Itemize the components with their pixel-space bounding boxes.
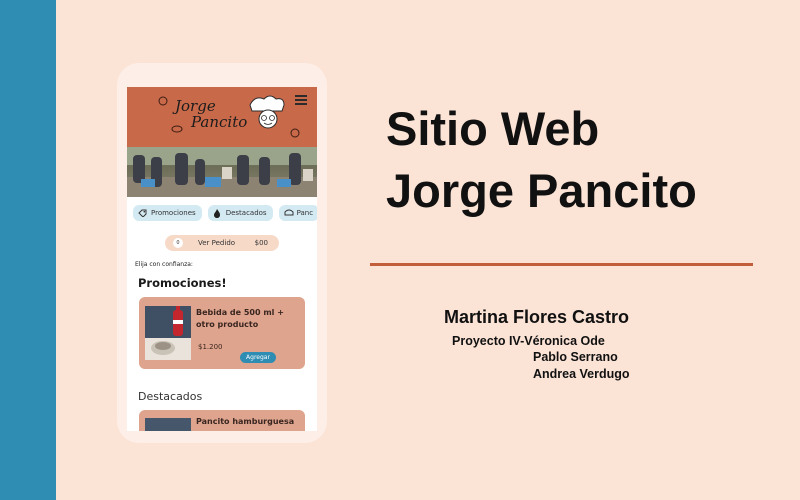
order-count-badge: 0 [173, 238, 183, 248]
tab-label: Destacados [225, 209, 267, 217]
featured-card[interactable] [139, 410, 305, 431]
project-line: Proyecto IV-Véronica Ode [452, 334, 605, 348]
logo-text-pancito: Pancito [191, 113, 248, 131]
flame-icon [213, 209, 221, 218]
bread-icon [284, 209, 294, 216]
promotions-heading: Promociones! [138, 276, 227, 290]
view-order-label: Ver Pedido [198, 239, 236, 247]
hamburger-menu-icon[interactable] [295, 95, 307, 104]
hero-photo [127, 147, 317, 197]
promo-card[interactable] [139, 297, 305, 369]
tab-pancitos[interactable] [279, 205, 317, 221]
promo-card-price: $1.200 [198, 343, 223, 351]
featured-product-image [145, 418, 191, 431]
tag-icon [138, 209, 147, 217]
phone-mockup [117, 63, 327, 443]
app-header [127, 87, 317, 147]
slide-title [386, 98, 697, 222]
trust-text: Elija con confianza: [135, 261, 193, 268]
author-name: Martina Flores Castro [444, 307, 630, 327]
phone-screen [127, 87, 317, 431]
order-total: $00 [254, 239, 268, 247]
tab-label: Panc [296, 209, 314, 217]
slide-title-line-2: Jorge Pancito [386, 164, 697, 217]
team-member-1: Pablo Serrano [533, 350, 618, 364]
featured-card-title: Pancito hamburguesa [196, 417, 295, 426]
title-divider [370, 263, 753, 266]
team-member-2: Andrea Verdugo [533, 367, 630, 381]
jorge-pancito-logo[interactable] [155, 91, 305, 143]
add-to-order-button[interactable]: Agregar [240, 352, 276, 363]
tab-label: Promociones [151, 209, 196, 217]
promo-product-image [145, 306, 191, 360]
view-order-button[interactable] [165, 235, 279, 251]
tab-promociones[interactable] [133, 205, 202, 221]
logo-text-jorge: Jorge [175, 97, 216, 115]
featured-heading: Destacados [138, 390, 203, 403]
category-tabs [133, 205, 317, 223]
slide-title-line-1: Sitio Web [386, 102, 600, 155]
tab-destacados[interactable] [208, 205, 273, 221]
left-accent-bar [0, 0, 56, 500]
promo-card-title: Bebida de 500 ml + otro producto [196, 308, 284, 329]
